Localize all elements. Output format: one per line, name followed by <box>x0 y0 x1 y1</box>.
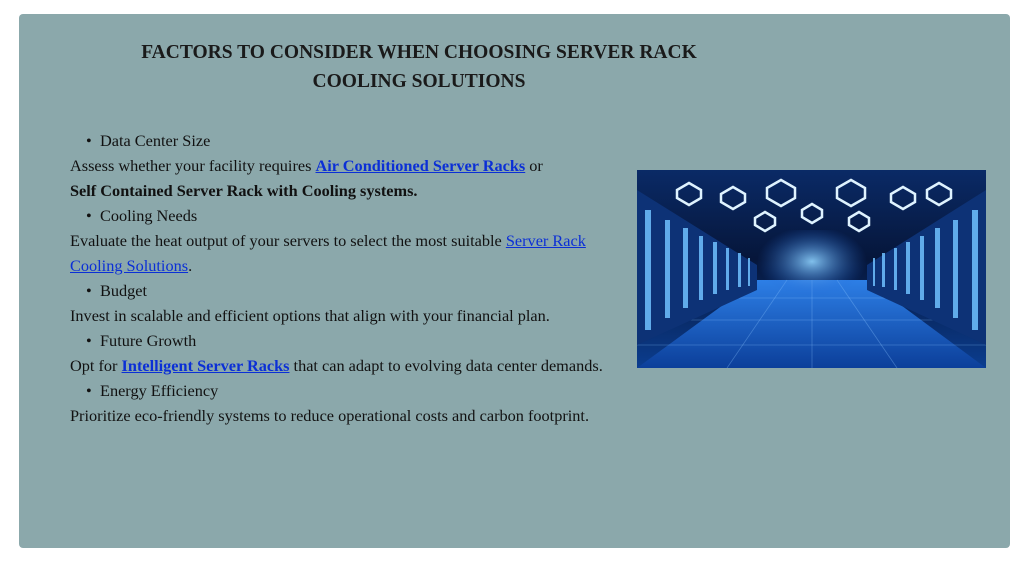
section-paragraph <box>70 353 615 378</box>
bullet-budget <box>70 278 615 303</box>
bullet-marker: • <box>86 381 92 400</box>
bullet-marker: • <box>86 206 92 225</box>
paragraph-text: Opt for <box>70 356 122 375</box>
paragraph-text: Assess whether your facility requires <box>70 156 316 175</box>
bullet-energy-efficiency <box>70 378 615 403</box>
bold-text: Self Contained Server Rack with Cooling systems. <box>70 181 418 200</box>
link-intelligent-server-racks[interactable]: Intelligent Server Racks <box>121 356 290 375</box>
bullet-marker: • <box>86 131 92 150</box>
bullet-label: Energy Efficiency <box>100 381 219 400</box>
slide <box>19 14 1010 548</box>
bullet-future-growth <box>70 328 615 353</box>
bullet-label: Cooling Needs <box>100 206 198 225</box>
paragraph-text: or <box>525 156 543 175</box>
server-room-photo <box>637 170 986 368</box>
section-paragraph <box>70 153 615 203</box>
bullet-marker: • <box>86 281 92 300</box>
section-paragraph: Invest in scalable and efficient options that align with your financial plan. <box>70 306 550 325</box>
section-paragraph: Prioritize eco-friendly systems to reduce operational costs and carbon footprint. <box>70 406 590 425</box>
bullet-label: Future Growth <box>100 331 197 350</box>
bullet-cooling-needs <box>70 203 615 228</box>
section-paragraph <box>70 228 615 278</box>
bullet-marker: • <box>86 331 92 350</box>
paragraph-text: that can adapt to evolving data center demands. <box>289 356 603 375</box>
bullet-label: Budget <box>100 281 148 300</box>
bullet-label: Data Center Size <box>100 131 211 150</box>
link-server-rack-cooling-solutions[interactable]: Server Rack Cooling Solutions <box>70 231 586 275</box>
content-body <box>70 128 615 428</box>
title-line-2: COOLING SOLUTIONS <box>312 71 526 92</box>
paragraph-text: . <box>188 256 193 275</box>
title-line-1: FACTORS TO CONSIDER WHEN CHOOSING SERVER RACK <box>141 42 697 63</box>
link-air-conditioned-server-racks[interactable]: Air Conditioned Server Racks <box>315 156 526 175</box>
bullet-data-center-size <box>70 128 615 153</box>
slide-title <box>79 38 759 96</box>
paragraph-text: Evaluate the heat output of your servers to select the most suitable <box>70 231 506 250</box>
